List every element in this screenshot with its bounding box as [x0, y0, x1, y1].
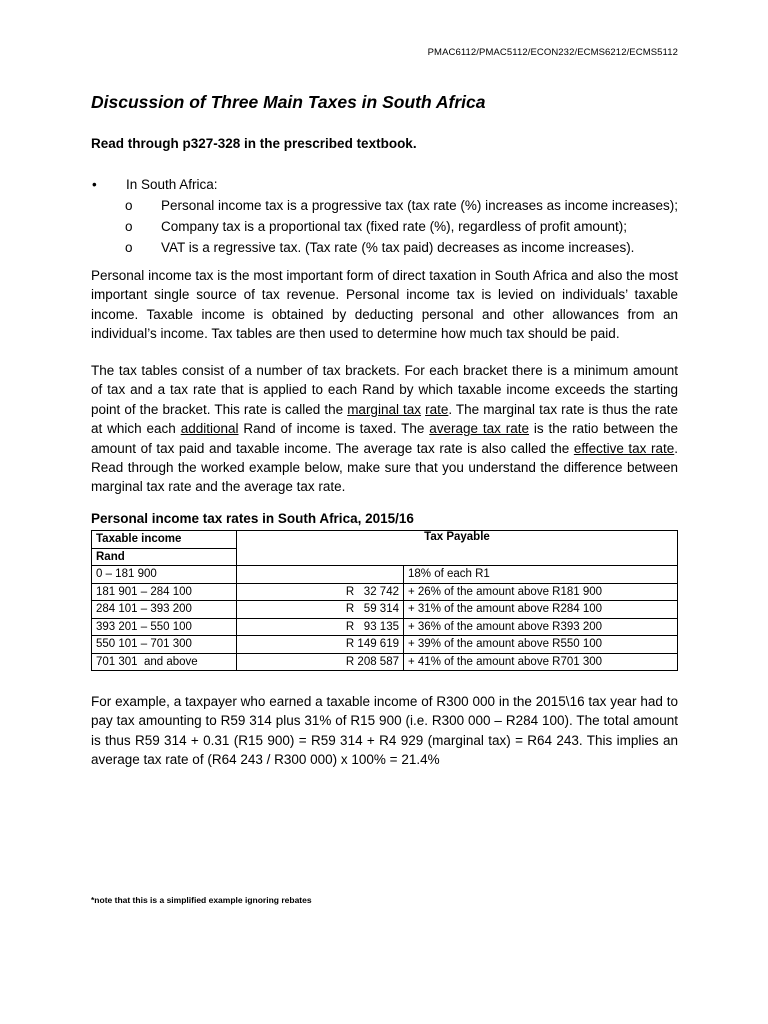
header-cell: Tax Payable: [237, 531, 678, 566]
base-amount-cell: R 93 135: [237, 618, 404, 636]
base-amount-cell: R 208 587: [237, 653, 404, 671]
underlined-term: additional: [180, 421, 239, 437]
rate-cell: + 41% of the amount above R701 300: [404, 653, 678, 671]
paragraph-text: The tax tables consist of a number of tax brackets. For each bracket there is a minimum amount of tax and a tax rate that is applied to each Rand by which taxable income exceeds the starting point of the bracket. This rate is called the: [91, 363, 678, 417]
rate-cell: + 31% of the amount above R284 100: [404, 601, 678, 619]
bullet-marker: •: [92, 177, 97, 192]
footnote: *note that this is a simplified example ignoring rebates: [91, 895, 312, 905]
underlined-term: average tax rate: [429, 421, 530, 437]
paragraph-text: . The marginal tax rate is thus the rate at which each: [91, 401, 678, 437]
paragraph-text: . Read through the worked example below, make sure that you understand the difference between marginal tax rate and the average tax rate.: [91, 440, 678, 495]
sub-bullet-text: Personal income tax is a progressive tax (tax rate (%) increases as income increases);: [161, 198, 678, 213]
rate-cell: + 36% of the amount above R393 200: [404, 618, 678, 636]
base-amount-cell: R 59 314: [237, 601, 404, 619]
tax-types-list: [91, 174, 691, 258]
income-cell: 550 101 – 701 300: [92, 636, 237, 654]
income-cell: 0 – 181 900: [92, 566, 237, 584]
sub-bullet-marker: o: [125, 219, 133, 234]
tax-rates-table: [91, 530, 678, 671]
rate-cell: + 26% of the amount above R181 900: [404, 583, 678, 601]
paragraph-text: Rand of income is taxed. The: [238, 421, 430, 437]
income-cell: 701 301 and above: [92, 653, 237, 671]
table-header-row: [92, 531, 678, 549]
base-amount-cell: R 32 742: [237, 583, 404, 601]
table-title: Personal income tax rates in South Africa, 2015/16: [91, 511, 414, 526]
sub-bullet-text: VAT is a regressive tax. (Tax rate (% tax paid) decreases as income increases).: [161, 240, 635, 255]
paragraph-text: is the ratio between the amount of tax paid and taxable income. The average tax rate is also called the: [91, 421, 678, 456]
underlined-term: marginal tax: [347, 401, 422, 417]
underlined-term: effective tax rate: [573, 440, 675, 456]
rate-cell: 18% of each R1: [404, 566, 678, 584]
tax-tables-paragraph: [91, 361, 678, 497]
page-title: Discussion of Three Main Taxes in South Africa: [91, 92, 486, 112]
list-item: [91, 174, 691, 195]
header-cell: Rand: [92, 548, 237, 566]
table-row: [92, 653, 678, 671]
income-tax-paragraph: Personal income tax is the most important form of direct taxation in South Africa and also the most important single source of tax revenue. Personal income tax is levied on individuals’ taxable income. Taxable income is obtained by deducting personal and other allowances from an individual’s income. Tax tables are then used to determine how much tax should be paid.: [91, 268, 678, 342]
header-cell: Taxable income: [92, 531, 237, 549]
base-amount-cell: R 149 619: [237, 636, 404, 654]
sub-bullet-marker: o: [125, 240, 133, 255]
rate-cell: + 39% of the amount above R550 100: [404, 636, 678, 654]
table-row: [92, 566, 678, 584]
table-row: [92, 618, 678, 636]
bullet-text: In South Africa:: [126, 177, 218, 192]
underlined-term: rate: [425, 401, 449, 417]
table-row: [92, 583, 678, 601]
sub-bullet-text: Company tax is a proportional tax (fixed rate (%), regardless of profit amount);: [161, 219, 627, 234]
income-cell: 181 901 – 284 100: [92, 583, 237, 601]
table-row: [92, 636, 678, 654]
sub-list-item: [91, 195, 691, 216]
income-cell: 393 201 – 550 100: [92, 618, 237, 636]
table-row: [92, 601, 678, 619]
reading-instruction: Read through p327-328 in the prescribed textbook.: [91, 136, 417, 151]
sub-bullet-marker: o: [125, 198, 133, 213]
course-code-header: PMAC6112/PMAC5112/ECON232/ECMS6212/ECMS5112: [427, 47, 678, 58]
income-cell: 284 101 – 393 200: [92, 601, 237, 619]
base-amount-cell: [237, 566, 404, 584]
sub-list-item: [91, 237, 691, 258]
worked-example-paragraph: For example, a taxpayer who earned a taxable income of R300 000 in the 2015\16 tax year had to pay tax amounting to R59 314 plus 31% of R15 900 (i.e. R300 000 – R284 100). The total amount is thus R59 314 + 0.31 (R15 900) = R59 314 + R4 929 (marginal tax) = R64 243. This implies an average tax rate of (R64 243 / R300 000) x 100% = 21.4%: [91, 694, 678, 768]
sub-list-item: [91, 216, 691, 237]
